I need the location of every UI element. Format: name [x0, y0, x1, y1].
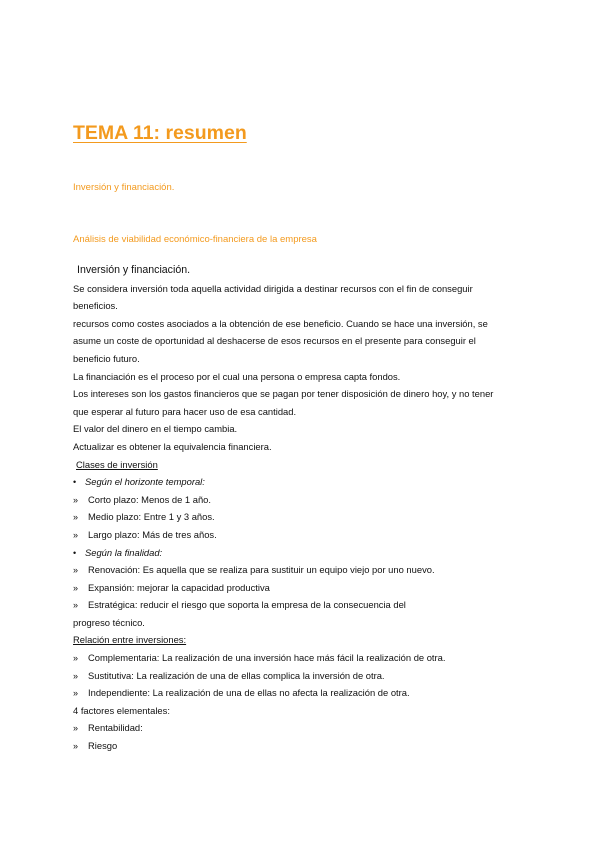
arrow-icon: »: [73, 688, 79, 699]
arrow-icon: »: [73, 600, 79, 611]
document-body: [73, 262, 533, 755]
list-item: [73, 719, 533, 737]
bullet-icon: •: [73, 477, 77, 488]
list-item-text: Estratégica: reducir el riesgo que soporta la empresa de la consecuencia del: [88, 599, 406, 611]
list-item-text: Complementaria: La realización de una inversión hace más fácil la realización de otra.: [88, 652, 446, 664]
section-heading: Inversión y financiación.: [77, 264, 191, 276]
list-item-text: Expansión: mejorar la capacidad productiva: [88, 581, 270, 593]
arrow-icon: »: [73, 723, 79, 734]
list-item: [73, 526, 533, 544]
paragraph-line: asume un coste de oportunidad al deshacerse de esos recursos en el presente para conseguir el: [73, 335, 476, 347]
paragraph-line: beneficios.: [73, 300, 118, 312]
list-item-text: Largo plazo: Más de tres años.: [88, 528, 217, 540]
list-item: [73, 508, 533, 526]
paragraph-line: que esperar al futuro para hacer uso de esa cantidad.: [73, 405, 297, 417]
paragraph-line: Los intereses son los gastos financieros que se pagan por tener disposición de dinero hoy, y no tener: [73, 388, 494, 400]
arrow-icon: »: [73, 670, 79, 681]
list-item: [73, 544, 533, 562]
list-item-text: Renovación: Es aquella que se realiza para sustituir un equipo viejo por uno nuevo.: [88, 564, 435, 576]
list-item: [73, 579, 533, 597]
list-item-text: Independiente: La realización de una de ellas no afecta la realización de otra.: [88, 687, 410, 699]
subtitle-inversion: Inversión y financiación.: [73, 182, 175, 193]
paragraph-line: El valor del dinero en el tiempo cambia.: [73, 423, 238, 435]
paragraph-line: beneficio futuro.: [73, 352, 140, 364]
list-item: [73, 491, 533, 509]
arrow-icon: »: [73, 653, 79, 664]
list-item-text: Riesgo: [88, 740, 118, 752]
paragraph-line: recursos como costes asociados a la obtención de ese beneficio. Cuando se hace una inversión, se: [73, 317, 488, 329]
relacion-heading-text: Relación entre inversiones:: [73, 634, 187, 646]
list-item-text: Corto plazo: Menos de 1 año.: [88, 493, 211, 505]
list-item: [73, 473, 533, 491]
clases-heading-text: Clases de inversión: [76, 458, 158, 470]
factores-heading: 4 factores elementales:: [73, 704, 170, 716]
arrow-icon: »: [73, 494, 79, 505]
bullet-icon: •: [73, 547, 77, 558]
paragraph-line: progreso técnico.: [73, 616, 145, 628]
arrow-icon: »: [73, 529, 79, 540]
list-item: [73, 649, 533, 667]
list-item: [73, 561, 533, 579]
list-item: [73, 667, 533, 685]
arrow-icon: »: [73, 582, 79, 593]
relacion-heading: [73, 631, 533, 649]
paragraph-line: La financiación es el proceso por el cual una persona o empresa capta fondos.: [73, 370, 401, 382]
list-item-text: Rentabilidad:: [88, 722, 143, 734]
list-item: [73, 596, 533, 614]
subtitle-analisis: Análisis de viabilidad económico-financiera de la empresa: [73, 234, 317, 245]
arrow-icon: »: [73, 741, 79, 752]
list-item-text: Medio plazo: Entre 1 y 3 años.: [88, 511, 215, 523]
list-item: [73, 737, 533, 755]
paragraph-line: Actualizar es obtener la equivalencia financiera.: [73, 440, 272, 452]
finalidad-label: Según la finalidad:: [85, 546, 163, 558]
document-title: TEMA 11: resumen: [73, 122, 247, 144]
list-item-text: Sustitutiva: La realización de una de ellas complica la inversión de otra.: [88, 669, 385, 681]
list-item: [73, 684, 533, 702]
horizonte-label: Según el horizonte temporal:: [85, 476, 205, 488]
arrow-icon: »: [73, 512, 79, 523]
paragraph-line: Se considera inversión toda aquella actividad dirigida a destinar recursos con el fin de conseguir: [73, 282, 473, 294]
arrow-icon: »: [73, 565, 79, 576]
clases-heading: [73, 456, 533, 474]
